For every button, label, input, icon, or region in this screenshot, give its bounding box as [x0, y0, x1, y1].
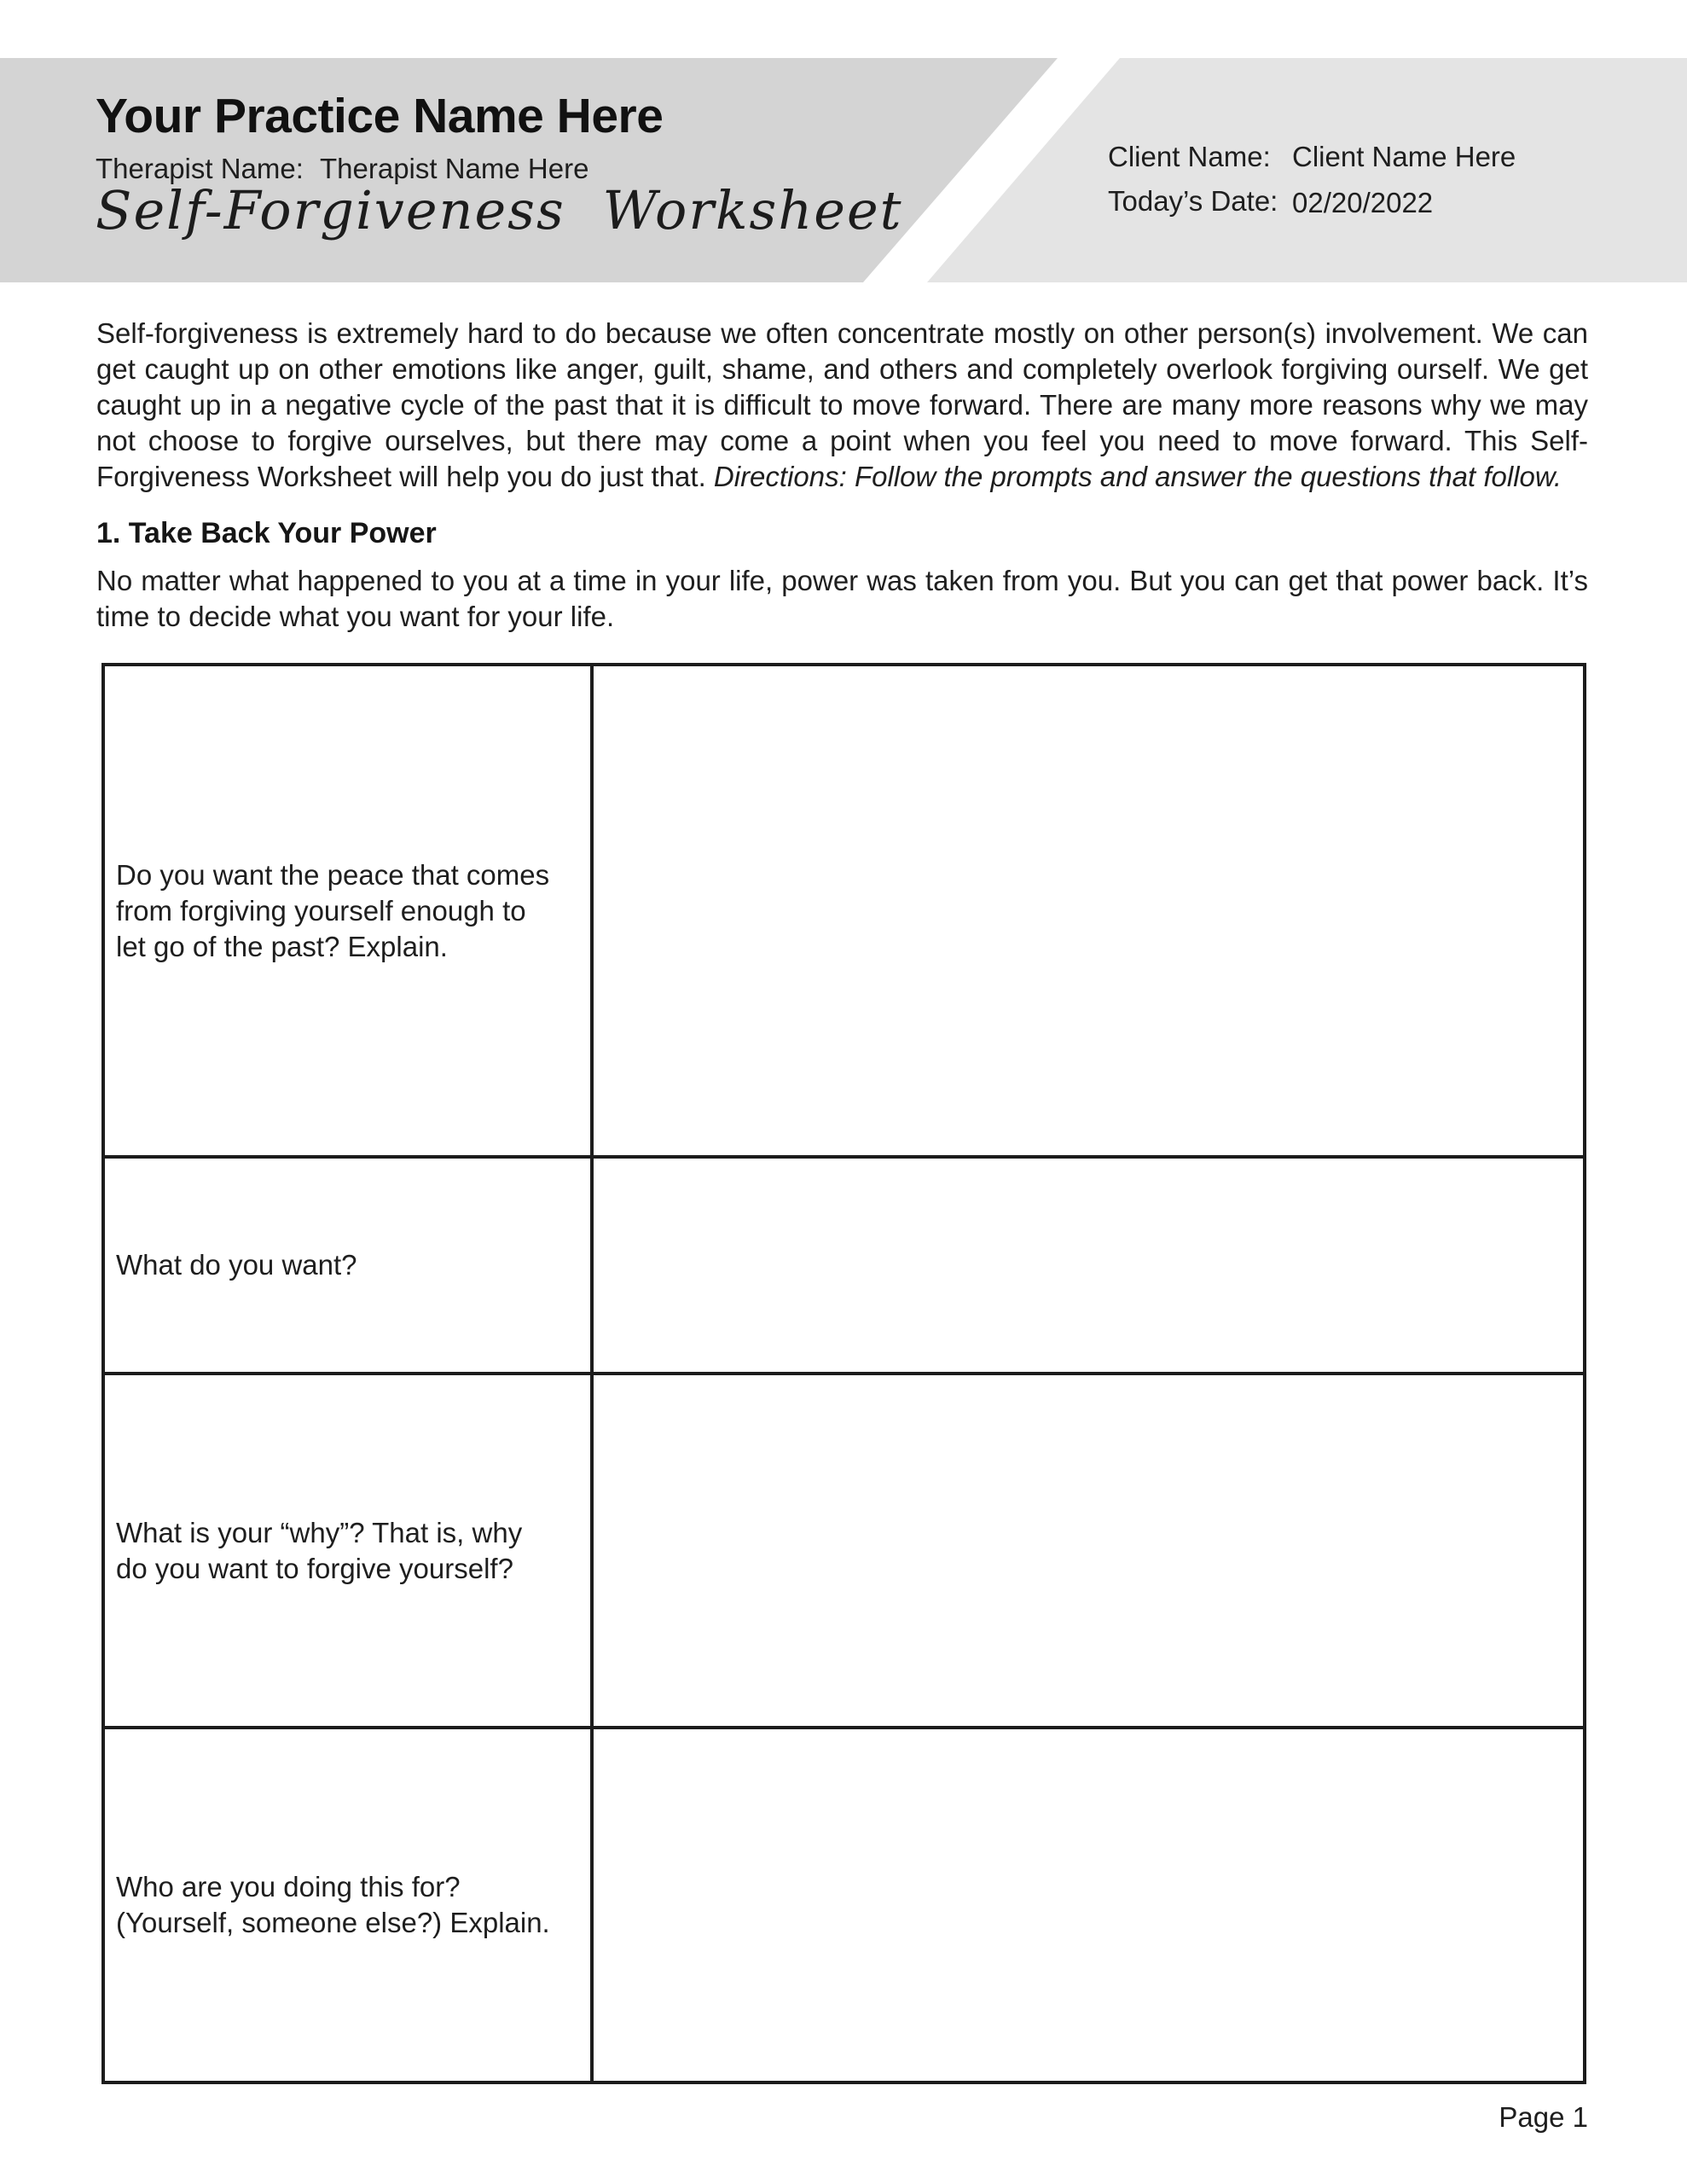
table-row [103, 1157, 1585, 1374]
prompt-cell-your-why: What is your “why”? That is, why do you want to forgive yourself? [103, 1374, 592, 1728]
worksheet-title: Self-Forgiveness Worksheet [96, 179, 903, 241]
todays-date-value: 02/20/2022 [1292, 187, 1434, 218]
directions-text: Directions: Follow the prompts and answer the questions that follow. [713, 461, 1562, 492]
todays-date-label: Today’s Date: [1108, 185, 1278, 217]
page-number: Page 1 [1499, 2101, 1588, 2133]
therapist-name-value: Therapist Name Here [320, 153, 589, 184]
answer-cell-peace[interactable] [592, 665, 1585, 1157]
prompt-cell-peace: Do you want the peace that comes from forgiving yourself enough to let go of the past? Explain. [103, 665, 592, 1157]
section-1-heading: 1. Take Back Your Power [96, 517, 437, 549]
prompt-cell-what-do-you-want: What do you want? [103, 1157, 592, 1374]
therapist-name-label: Therapist Name: [96, 153, 304, 184]
table-row [103, 1374, 1585, 1728]
worksheet-table [101, 663, 1586, 2084]
section-1-description: No matter what happened to you at a time in your life, power was taken from you. But you can get that power back. It’s time to decide what you want for your life. [96, 565, 1588, 632]
client-name-label: Client Name: [1108, 141, 1271, 172]
practice-name: Your Practice Name Here [96, 89, 664, 143]
answer-cell-what-do-you-want[interactable] [592, 1157, 1585, 1374]
answer-cell-your-why[interactable] [592, 1374, 1585, 1728]
table-row [103, 1728, 1585, 2082]
client-name-value: Client Name Here [1292, 141, 1516, 172]
answer-cell-who-for[interactable] [592, 1728, 1585, 2082]
prompt-cell-who-for: Who are you doing this for? (Yourself, someone else?) Explain. [103, 1728, 592, 2082]
intro-text: Self-forgiveness is extremely hard to do because we often concentrate mostly on other person(s) involvement. We can get caught up on other emotions like anger, guilt, shame, and others and completely overlook forgiving ourself. We get caught up in a negative cycle of the past that it is difficult to move forward. There are many more reasons why we may not choose to forgive ourselves, but there may come a point when you feel you need to move forward. This Self-Forgiveness Worksheet will help you do just that. [96, 317, 1588, 492]
table-row [103, 665, 1585, 1157]
intro-paragraph [96, 316, 1588, 495]
